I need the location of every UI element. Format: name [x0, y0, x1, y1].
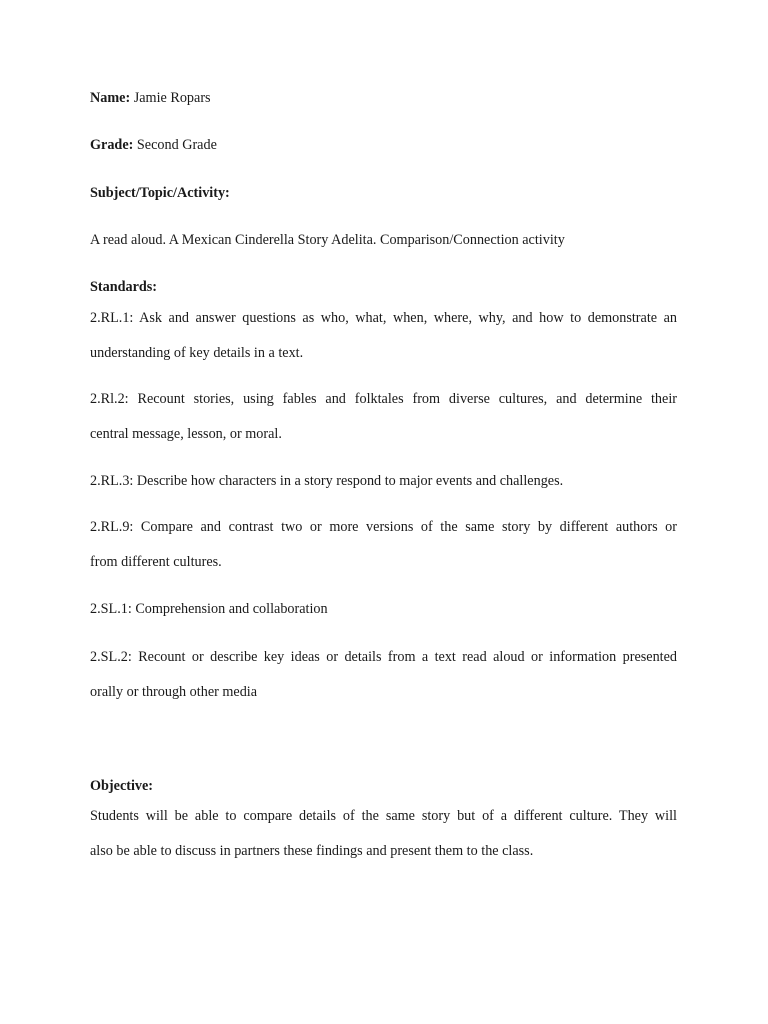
standard-6-line-2: orally or through other media [90, 684, 258, 700]
name-label: Name: [90, 90, 131, 106]
standard-2-line-1: 2.Rl.2: Recount stories, using fables and folktales from diverse cultures, and determine their [90, 391, 677, 407]
standards-heading: Standards: [90, 279, 158, 295]
objective-line-1: Students will be able to compare details of the same story but of a different culture. They will [90, 808, 677, 824]
subject-heading: Subject/Topic/Activity: [90, 185, 230, 201]
subject-text: A read aloud. A Mexican Cinderella Story Adelita. Comparison/Connection activity [90, 232, 565, 248]
name-line [90, 89, 677, 107]
standard-2-line-2: central message, lesson, or moral. [90, 426, 282, 442]
standard-1-line-1: 2.RL.1: Ask and answer questions as who, what, when, where, why, and how to demonstrate an [90, 310, 677, 326]
standard-6-line-1: 2.SL.2: Recount or describe key ideas or details from a text read aloud or information presented [90, 649, 677, 665]
grade-value: Second Grade [136, 137, 217, 153]
standard-4-line-1: 2.RL.9: Compare and contrast two or more versions of the same story by different authors or [90, 519, 677, 535]
grade-label: Grade: [90, 137, 134, 153]
objective-line-2: also be able to discuss in partners these findings and present them to the class. [90, 843, 534, 859]
objective-heading: Objective: [90, 778, 154, 794]
standard-5-line-1: 2.SL.1: Comprehension and collaboration [90, 601, 328, 617]
standard-3-line-1: 2.RL.3: Describe how characters in a story respond to major events and challenges. [90, 473, 564, 489]
standard-1-line-2: understanding of key details in a text. [90, 345, 304, 361]
grade-line [90, 136, 677, 154]
name-value: Jamie Ropars [133, 90, 211, 106]
standard-4-line-2: from different cultures. [90, 554, 222, 570]
